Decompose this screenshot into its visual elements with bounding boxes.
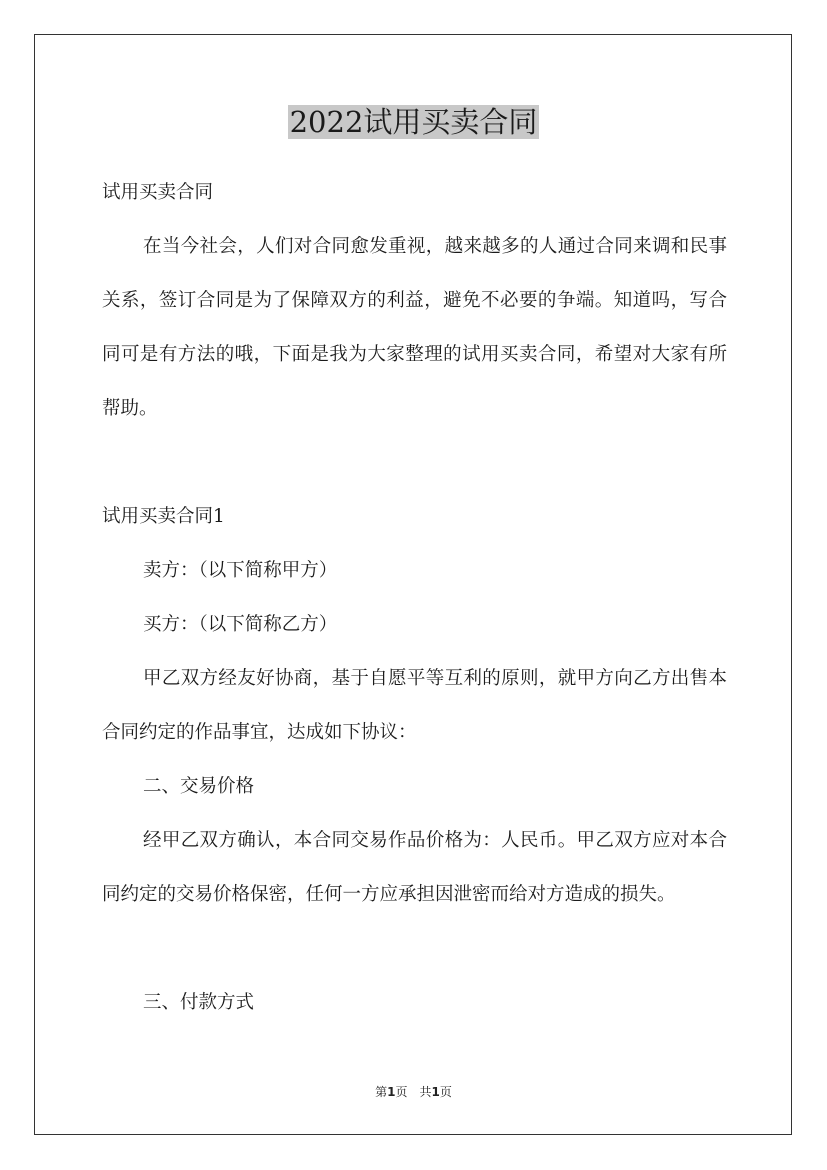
footer-prefix: 第 xyxy=(375,1085,388,1099)
intro-heading: 试用买卖合同 xyxy=(102,182,214,203)
page-footer xyxy=(0,1082,827,1102)
document-title-text: 2022试用买卖合同 xyxy=(289,105,538,139)
buyer-line: 买方：（以下简称乙方） xyxy=(143,614,338,635)
intro-paragraph: 在当今社会，人们对合同愈发重视，越来越多的人通过合同来调和民事关系，签订合同是为了保障双方的利益，避免不必要的争端。知道吗，写合同可是有方法的哦，下面是我为大家整理的试用买卖合同，希望对大家有所帮助。 xyxy=(102,236,727,419)
clause-heading-payment: 三、付款方式 xyxy=(143,992,255,1013)
footer-mid: 页 共 xyxy=(395,1085,432,1099)
agreement-paragraph: 甲乙双方经友好协商，基于自愿平等互利的原则，就甲方向乙方出售本合同约定的作品事宜，达成如下协议： xyxy=(102,668,727,743)
footer-suffix: 页 xyxy=(439,1085,452,1099)
document-title xyxy=(0,100,827,144)
section-heading-contract-1: 试用买卖合同1 xyxy=(102,506,225,527)
seller-line: 卖方：（以下简称甲方） xyxy=(143,560,338,581)
price-paragraph: 经甲乙双方确认，本合同交易作品价格为：人民币。甲乙双方应对本合同约定的交易价格保密，任何一方应承担因泄密而给对方造成的损失。 xyxy=(102,830,727,905)
footer-total-pages: 1 xyxy=(431,1085,440,1099)
footer-current-page: 1 xyxy=(387,1085,396,1099)
clause-heading-price: 二、交易价格 xyxy=(143,776,255,797)
